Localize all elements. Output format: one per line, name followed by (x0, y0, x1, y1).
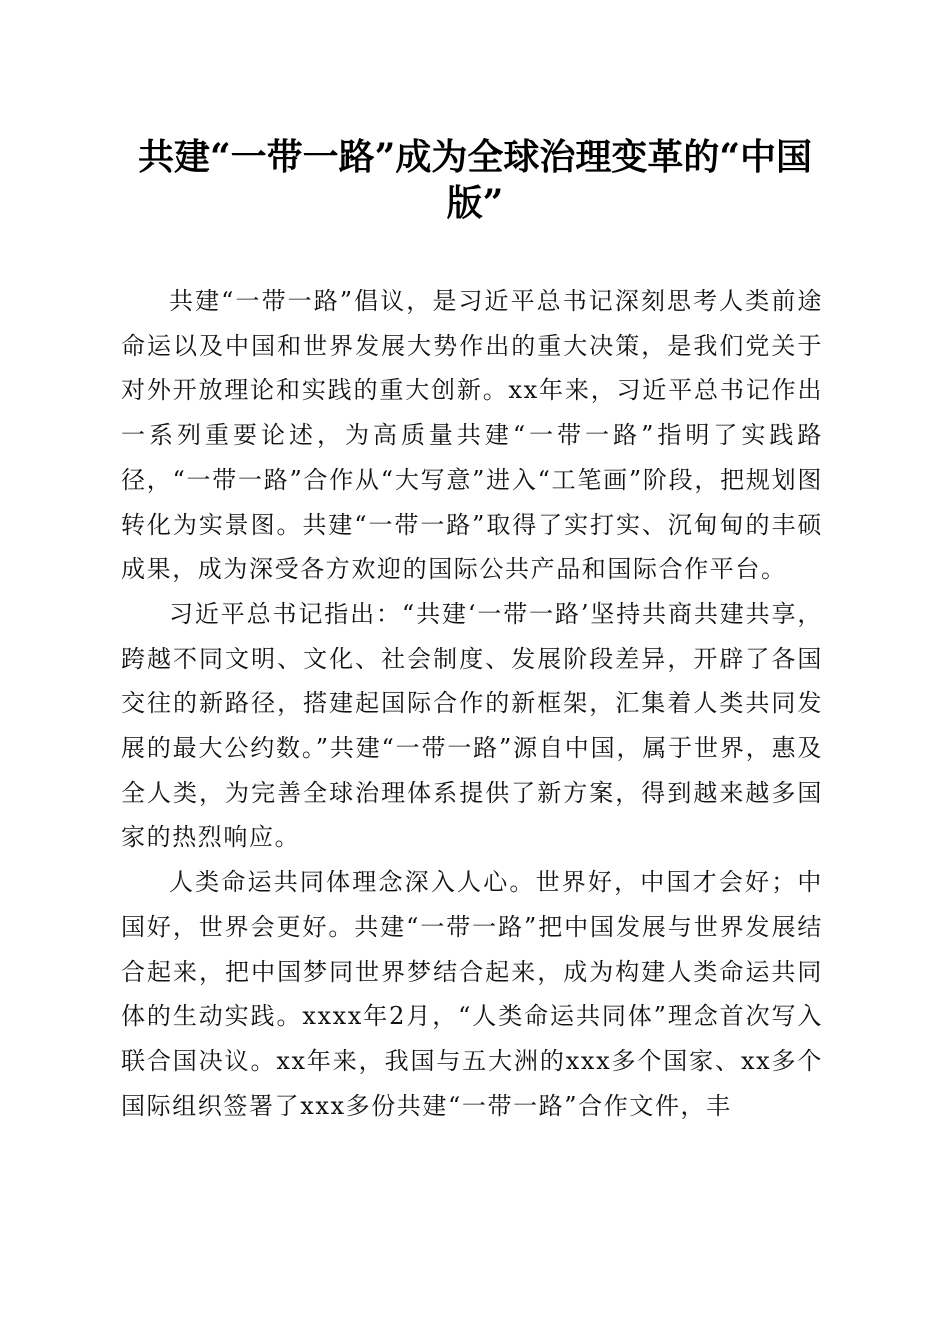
paragraph-2: 习近平总书记指出：“共建‘一带一路’坚持共商共建共享，跨越不同文明、文化、社会制度、发展阶段差异，开辟了各国交往的新路径，搭建起国际合作的新框架，汇集着人类共同发展的最大公约数。”共建“一带一路”源自中国，属于世界，惠及全人类，为完善全球治理体系提供了新方案，得到越来越多国家的热烈响应。 (121, 599, 823, 852)
document-title: 共建“一带一路”成为全球治理变革的“中国版” (137, 136, 813, 224)
paragraph-1: 共建“一带一路”倡议，是习近平总书记深刻思考人类前途命运以及中国和世界发展大势作出的重大决策，是我们党关于对外开放理论和实践的重大创新。xx年来，习近平总书记作出一系列重要论述，为高质量共建“一带一路”指明了实践路径，“一带一路”合作从“大写意”进入“工笔画”阶段，把规划图转化为实景图。共建“一带一路”取得了实打实、沉甸甸的丰硕成果，成为深受各方欢迎的国际公共产品和国际合作平台。 (121, 287, 823, 584)
document-body (121, 279, 823, 1128)
paragraph-3: 人类命运共同体理念深入人心。世界好，中国才会好；中国好，世界会更好。共建“一带一路”把中国发展与世界发展结合起来，把中国梦同世界梦结合起来，成为构建人类命运共同体的生动实践。xxxx年2月，“人类命运共同体”理念首次写入联合国决议。xx年来，我国与五大洲的xxx多个国家、xx多个国际组织签署了xxx多份共建“一带一路”合作文件，丰 (121, 868, 823, 1120)
